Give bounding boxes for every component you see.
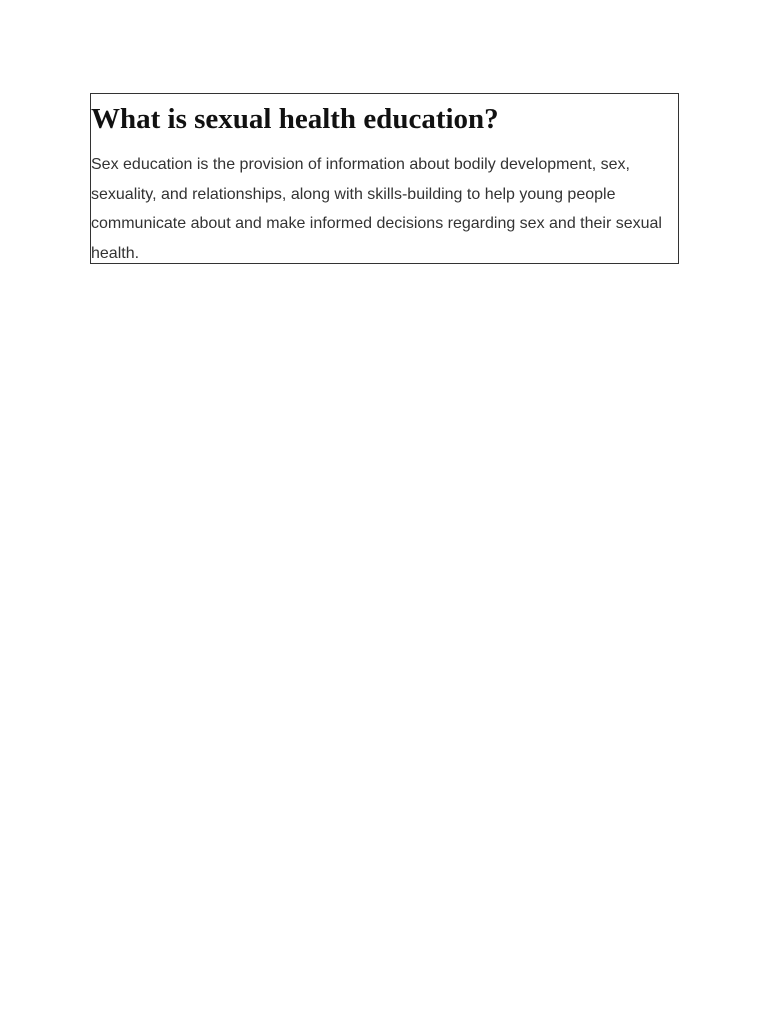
- body-paragraph: Sex education is the provision of information about bodily development, sex, sexuality, and relationships, along with skills-building to help young people communicate about and make informed decisions regarding sex and their sexual health.: [91, 156, 662, 262]
- text-box: [90, 93, 679, 264]
- page-heading: What is sexual health education?: [91, 103, 499, 135]
